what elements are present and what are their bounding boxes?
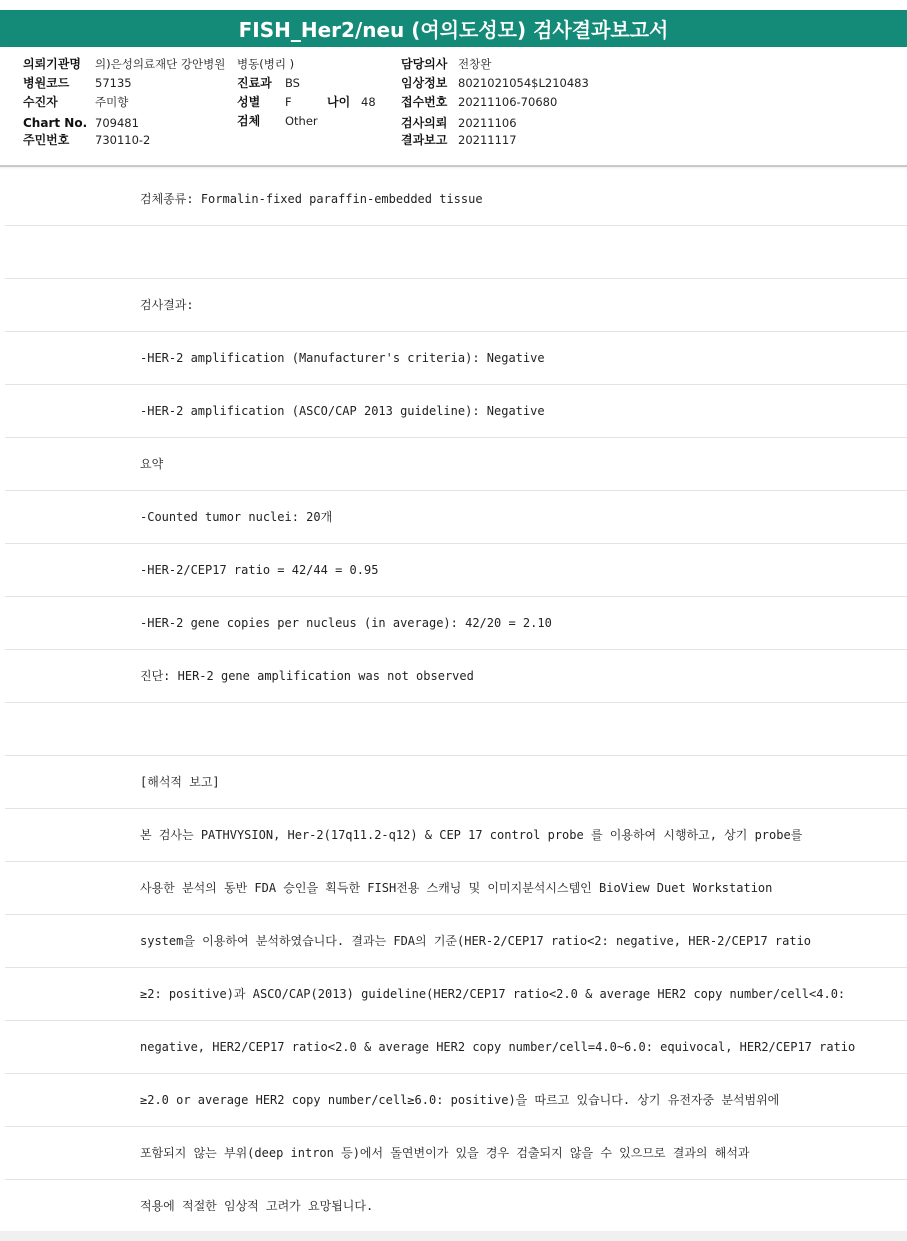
specimen-value: Other [285, 114, 318, 128]
report-line-text: 검사결과: [140, 298, 194, 312]
report-line [5, 1126, 907, 1180]
department-label: 진료과 [237, 76, 272, 90]
hospital-code-label: 병원코드 [23, 76, 70, 90]
report-line [5, 755, 907, 809]
report-line-text: -HER-2 amplification (ASCO/CAP 2013 guideline): Negative [140, 404, 545, 418]
report-line-text: 요약 [140, 457, 164, 471]
receipt-no-label: 접수번호 [401, 95, 448, 109]
report-line-text: 사용한 분석의 동반 FDA 승인을 획득한 FISH전용 스캐닝 및 이미지분석시스템인 BioView Duet Workstation [140, 881, 773, 895]
report-body [0, 172, 907, 1232]
report-line [5, 172, 907, 226]
sex-label: 성별 [237, 95, 261, 109]
report-line [5, 490, 907, 544]
report-line-text: 본 검사는 PATHVYSION, Her-2(17q11.2-q12) & CEP 17 control probe 를 이용하여 시행하고, 상기 probe를 [140, 828, 803, 842]
report-line [5, 1179, 907, 1232]
report-line [5, 914, 907, 968]
report-line [5, 1073, 907, 1127]
institution-value: 의)은성의료재단 강안병원 [95, 57, 226, 71]
patient-label: 수진자 [23, 95, 58, 109]
report-line [5, 1020, 907, 1074]
clinical-info-label: 임상정보 [401, 76, 448, 90]
report-line-text: system을 이용하여 분석하였습니다. 결과는 FDA의 기준(HER-2/CEP17 ratio<2: negative, HER-2/CEP17 ratio [140, 934, 812, 948]
report-line [5, 808, 907, 862]
report-line [5, 331, 907, 385]
report-line-text: ≥2.0 or average HER2 copy number/cell≥6.0: positive)을 따르고 있습니다. 상기 유전자중 분석범위에 [140, 1093, 780, 1107]
doctor-value: 전창완 [458, 57, 492, 71]
institution-label: 의뢰기관명 [23, 57, 81, 71]
report-line [5, 967, 907, 1021]
report-line [5, 596, 907, 650]
request-date-value: 20211106 [458, 116, 517, 130]
report-line-text: -HER-2 gene copies per nucleus (in average): 42/20 = 2.10 [140, 616, 552, 630]
report-line-text: [해석적 보고] [140, 775, 220, 789]
sex-value: F [285, 95, 292, 109]
specimen-label: 검체 [237, 114, 261, 128]
report-line [5, 437, 907, 491]
report-line [5, 543, 907, 597]
report-line-text: 진단: HER-2 gene amplification was not observed [140, 669, 474, 683]
report-line [5, 861, 907, 915]
receipt-no-value: 20211106-70680 [458, 95, 558, 109]
report-line-text: -HER-2/CEP17 ratio = 42/44 = 0.95 [140, 563, 379, 577]
clinical-info-value: 8021021054$L210483 [458, 76, 589, 90]
resident-no-value: 730110-2 [95, 133, 151, 147]
department-value: BS [285, 76, 300, 90]
patient-value: 주미향 [95, 95, 129, 109]
age-label: 나이 [327, 95, 351, 109]
resident-no-label: 주민번호 [23, 133, 70, 147]
age-value: 48 [361, 95, 376, 109]
report-line [5, 702, 907, 756]
report-line-text: -Counted tumor nuclei: 20개 [140, 510, 333, 524]
patient-info-panel [0, 47, 907, 167]
report-line [5, 278, 907, 332]
report-line-text: negative, HER2/CEP17 ratio<2.0 & average HER2 copy number/cell=4.0~6.0: equivocal, HER2/CEP17 ratio [140, 1040, 856, 1054]
report-line [5, 384, 907, 438]
request-date-label: 검사의뢰 [401, 116, 448, 130]
chart-no-label: Chart No. [23, 116, 88, 130]
report-line-text: -HER-2 amplification (Manufacturer's criteria): Negative [140, 351, 545, 365]
report-date-value: 20211117 [458, 133, 517, 147]
report-line [5, 649, 907, 703]
hospital-code-value: 57135 [95, 76, 132, 90]
doctor-label: 담당의사 [401, 57, 448, 71]
chart-no-value: 709481 [95, 116, 139, 130]
report-line-text: ≥2: positive)과 ASCO/CAP(2013) guideline(HER2/CEP17 ratio<2.0 & average HER2 copy number/cell<4.0: [140, 987, 846, 1001]
report-line-text: 검체종류: Formalin-fixed paraffin-embedded tissue [140, 192, 483, 206]
report-date-label: 결과보고 [401, 133, 448, 147]
report-line [5, 225, 907, 279]
report-line-text: 적용에 적절한 임상적 고려가 요망됩니다. [140, 1199, 374, 1213]
report-line-text: 포함되지 않는 부위(deep intron 등)에서 돌연변이가 있을 경우 검출되지 않을 수 있으므로 결과의 해석과 [140, 1146, 750, 1160]
bottom-strip [0, 1231, 907, 1241]
ward-value: 병동(병리 ) [237, 57, 295, 71]
report-title: FISH_Her2/neu (여의도성모) 검사결과보고서 [0, 10, 907, 47]
